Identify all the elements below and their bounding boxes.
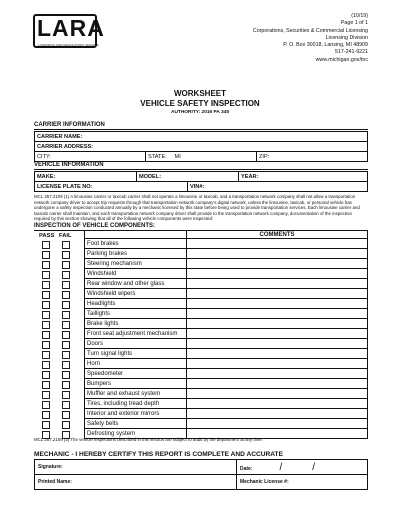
component-comment-field[interactable]: [187, 239, 368, 249]
pass-header: PASS: [39, 233, 55, 239]
pass-checkbox[interactable]: [42, 251, 50, 259]
component-row: [85, 399, 368, 409]
date-field[interactable]: [237, 460, 368, 475]
component-comment-field[interactable]: [187, 419, 368, 429]
year-label: YEAR:: [241, 173, 259, 180]
fail-checkbox[interactable]: [62, 411, 70, 419]
fail-checkbox[interactable]: [62, 311, 70, 319]
pass-checkbox[interactable]: [42, 361, 50, 369]
pass-checkbox[interactable]: [42, 271, 50, 279]
pass-checkbox[interactable]: [42, 411, 50, 419]
date-label: Date:: [240, 465, 253, 472]
carrier-table: [34, 131, 368, 162]
fail-checkbox[interactable]: [62, 391, 70, 399]
component-comment-field[interactable]: [187, 349, 368, 359]
fail-checkbox[interactable]: [62, 351, 70, 359]
component-row: [85, 279, 368, 289]
component-row: [85, 359, 368, 369]
component-name: Bumpers: [85, 379, 187, 389]
date-separator-2: /: [312, 461, 316, 473]
carrier-address-label: CARRIER ADDRESS:: [37, 143, 94, 150]
component-row: [85, 419, 368, 429]
zip-label: ZIP:: [259, 153, 270, 160]
component-name: Steering mechanism: [85, 259, 187, 269]
address-line: (10/19): [351, 13, 368, 19]
fail-checkbox[interactable]: [62, 241, 70, 249]
component-comment-field[interactable]: [187, 299, 368, 309]
printed-name-field[interactable]: [35, 475, 237, 490]
license-plate-label: LICENSE PLATE NO:: [37, 183, 93, 190]
state-value: MI: [174, 153, 181, 160]
component-row: [85, 269, 368, 279]
carrier-address-field[interactable]: [35, 142, 368, 152]
vehicle-section-heading: VEHICLE INFORMATION: [34, 162, 368, 170]
mcl-paragraph: MCL 257.2109 (1) A limousine carrier or taxicab carrier shall not operate a limousine or taxicab, and a transportation network company shall not allow a transportation network company driver to accept trip requests through that transportation network company's digital network, unless the limousine, taxicab, or personal vehicle has undergone a safety inspection conducted annually by a mechanic licensed by this state before being used to provide transportation services. Each limousine carrier and taxicab carrier shall maintain, and each transportation network company driver shall provide to the transportation network company, documentation of the inspection required by this section showing that all of the following vehicle components were inspected:: [34, 194, 360, 222]
address-line: Corporations, Securities & Commercial Licensing: [252, 27, 368, 34]
component-name: Rear window and other glass: [85, 279, 187, 289]
pass-checkbox[interactable]: [42, 331, 50, 339]
component-row: [85, 339, 368, 349]
component-comment-field[interactable]: [187, 309, 368, 319]
component-name: Turn signal lights: [85, 349, 187, 359]
pass-checkbox[interactable]: [42, 371, 50, 379]
signature-field[interactable]: [35, 460, 237, 475]
signature-table: [34, 459, 368, 490]
authority-line: AUTHORITY: 2016 PA 345: [170, 110, 230, 115]
pass-checkbox[interactable]: [42, 341, 50, 349]
pass-checkbox[interactable]: [42, 241, 50, 249]
component-row: [85, 409, 368, 419]
fail-checkbox[interactable]: [62, 321, 70, 329]
component-row: [85, 389, 368, 399]
signature-label: Signature:: [38, 464, 63, 470]
component-comment-field[interactable]: [187, 359, 368, 369]
components-table: [84, 230, 368, 439]
mcl-audit-note: MCL 257.2109 (2) The vehicle inspections described in this section are subject to audit by the department at any time.: [34, 437, 263, 442]
pass-checkbox[interactable]: [42, 321, 50, 329]
pass-checkbox[interactable]: [42, 401, 50, 409]
fail-checkbox[interactable]: [62, 401, 70, 409]
city-label: CITY:: [37, 153, 51, 160]
component-row: [85, 299, 368, 309]
component-comment-field[interactable]: [187, 389, 368, 399]
fail-header: FAIL: [59, 233, 72, 239]
make-label: MAKE:: [37, 173, 56, 180]
component-row: [85, 379, 368, 389]
mechanic-license-label: Mechanic License #:: [240, 479, 289, 485]
component-comment-field[interactable]: [187, 399, 368, 409]
component-name: Tires, including tread depth: [85, 399, 187, 409]
component-row: [85, 329, 368, 339]
component-row: [85, 259, 368, 269]
pass-checkbox[interactable]: [42, 391, 50, 399]
fail-checkbox[interactable]: [62, 281, 70, 289]
address-line: Page 1 of 1: [340, 20, 368, 27]
fail-checkbox[interactable]: [62, 291, 70, 299]
component-name: Windshield wipers: [85, 289, 187, 299]
comments-header: COMMENTS: [187, 231, 368, 239]
lara-logo: [33, 14, 105, 48]
component-name: Taillights: [85, 309, 187, 319]
component-row: [85, 249, 368, 259]
component-name: Doors: [85, 339, 187, 349]
component-comment-field[interactable]: [187, 339, 368, 349]
inspection-heading: INSPECTION OF VEHICLE COMPONENTS:: [34, 223, 156, 229]
fail-checkbox[interactable]: [62, 361, 70, 369]
component-comment-field[interactable]: [187, 409, 368, 419]
component-name: Front seat adjustment mechanism: [85, 329, 187, 339]
component-name: Muffler and exhaust system: [85, 389, 187, 399]
make-field[interactable]: [35, 172, 137, 182]
fail-checkbox[interactable]: [62, 371, 70, 379]
component-name: Foot brakes: [85, 239, 187, 249]
model-field[interactable]: [137, 172, 239, 182]
component-row: [85, 289, 368, 299]
component-row: [85, 239, 368, 249]
pass-checkbox[interactable]: [42, 381, 50, 389]
vin-field[interactable]: [188, 182, 368, 192]
date-separator-1: /: [279, 461, 283, 473]
fail-checkbox[interactable]: [62, 331, 70, 339]
logo-text: LARA: [37, 15, 105, 41]
logo-subtext: LICENSING AND REGULATORY AFFAIRS: [38, 43, 99, 47]
fail-checkbox[interactable]: [62, 251, 70, 259]
component-comment-field[interactable]: [187, 379, 368, 389]
pass-checkbox[interactable]: [42, 291, 50, 299]
zip-field[interactable]: [257, 152, 368, 162]
carrier-name-field[interactable]: [35, 132, 368, 142]
component-name: Interior and exterior mirrors: [85, 409, 187, 419]
component-name: Safety belts: [85, 419, 187, 429]
state-field[interactable]: [146, 152, 257, 162]
component-name: Headlights: [85, 299, 187, 309]
component-row: [85, 309, 368, 319]
pass-checkbox[interactable]: [42, 351, 50, 359]
component-name: Speedometer: [85, 369, 187, 379]
address-line: www.michigan.gov/tnc: [315, 56, 368, 63]
fail-checkbox[interactable]: [62, 261, 70, 269]
license-plate-field[interactable]: [35, 182, 188, 192]
fail-checkbox[interactable]: [62, 421, 70, 429]
component-comment-field[interactable]: [187, 279, 368, 289]
worksheet-title: WORKSHEET: [174, 89, 226, 98]
fail-checkbox[interactable]: [62, 381, 70, 389]
component-row: [85, 319, 368, 329]
component-name: Brake lights: [85, 319, 187, 329]
component-name: Parking brakes: [85, 249, 187, 259]
pass-checkbox[interactable]: [42, 421, 50, 429]
component-comment-field[interactable]: [187, 289, 368, 299]
printed-name-label: Printed Name:: [38, 479, 72, 485]
model-label: MODEL:: [139, 173, 162, 180]
carrier-section-heading: CARRIER INFORMATION: [34, 122, 368, 130]
agency-address: [253, 13, 368, 64]
component-row: [85, 369, 368, 379]
mechanic-heading: MECHANIC - I HEREBY CERTIFY THIS REPORT IS COMPLETE AND ACCURATE: [34, 451, 368, 460]
pass-checkbox[interactable]: [42, 281, 50, 289]
component-row: [85, 349, 368, 359]
component-comment-field[interactable]: [187, 329, 368, 339]
component-comment-field[interactable]: [187, 259, 368, 269]
component-comment-field[interactable]: [187, 319, 368, 329]
year-field[interactable]: [239, 172, 368, 182]
component-name: Defrosting system: [85, 429, 187, 439]
component-comment-field[interactable]: [187, 269, 368, 279]
carrier-name-label: CARRIER NAME:: [37, 133, 83, 140]
vehicle-table: [34, 171, 368, 192]
address-line: 517-241-9221: [335, 49, 368, 56]
pass-checkbox[interactable]: [42, 261, 50, 269]
component-header-blank: [85, 231, 187, 239]
component-comment-field[interactable]: [187, 369, 368, 379]
address-line: Licensing Division: [325, 34, 368, 41]
component-name: Windshield: [85, 269, 187, 279]
form-title: VEHICLE SAFETY INSPECTION: [140, 99, 260, 108]
mechanic-license-field[interactable]: [237, 475, 368, 490]
vin-label: VIN#:: [190, 183, 205, 190]
fail-checkbox[interactable]: [62, 301, 70, 309]
state-label: STATE:: [148, 153, 167, 160]
fail-checkbox[interactable]: [62, 271, 70, 279]
component-comment-field[interactable]: [187, 249, 368, 259]
fail-checkbox[interactable]: [62, 341, 70, 349]
component-name: Horn: [85, 359, 187, 369]
address-line: P. O. Box 30018, Lansing, MI 48909: [283, 42, 368, 49]
pass-checkbox[interactable]: [42, 311, 50, 319]
city-field[interactable]: [35, 152, 146, 162]
pass-checkbox[interactable]: [42, 301, 50, 309]
